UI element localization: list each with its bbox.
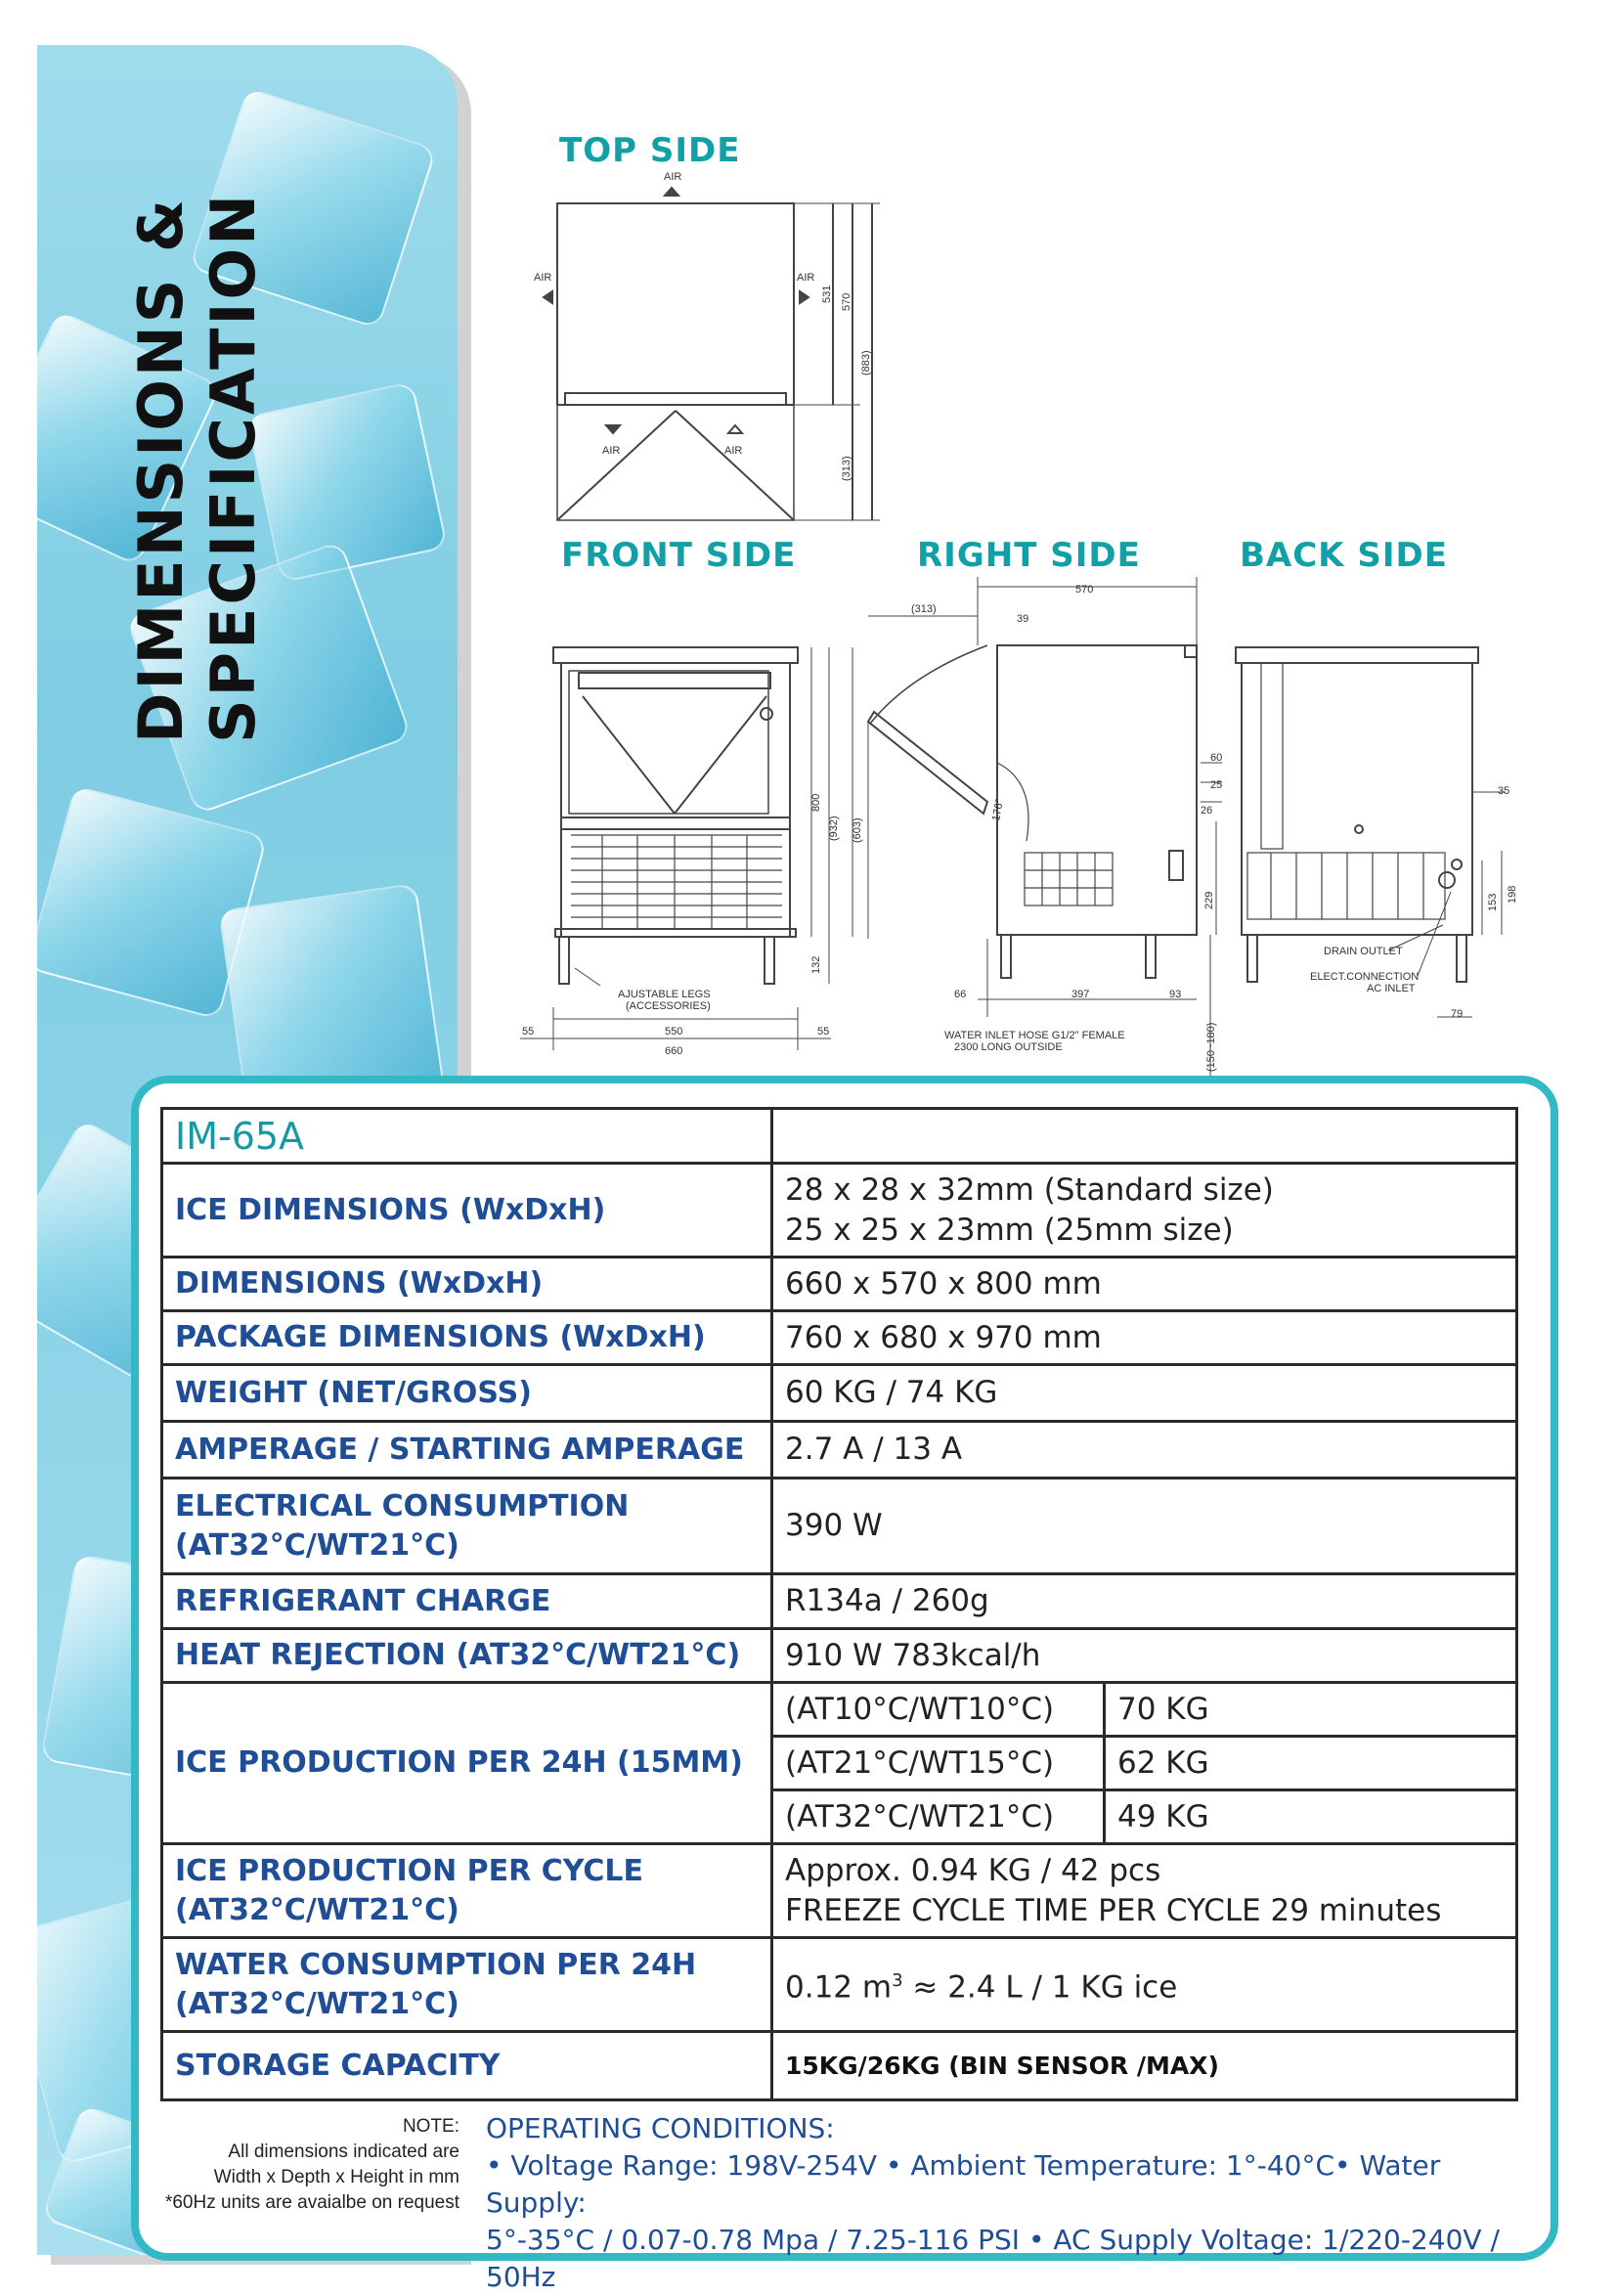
banner-title-line2: SPECIFICATION [197, 191, 269, 743]
dimension-label: 35 [1498, 785, 1510, 797]
production-value: 49 KG [1105, 1790, 1517, 1844]
dimension-label: 570 [1075, 584, 1094, 596]
spec-label [162, 1844, 772, 1938]
table-row [162, 1311, 1517, 1365]
spec-value: 760 x 680 x 970 mm [772, 1311, 1517, 1365]
dimension-label: 26 [1201, 805, 1213, 817]
dimension-label: 198 [1507, 885, 1518, 904]
condition-cell: (AT10°C/WT10°C) [772, 1683, 1105, 1737]
water-value-sup: 3 [892, 1970, 903, 1992]
spec-label-line: (AT32°C/WT21°C) [175, 1527, 459, 1563]
operating-heading: OPERATING CONDITIONS: [486, 2112, 835, 2144]
table-row [162, 1365, 1517, 1422]
dimension-label: 132 [810, 955, 822, 974]
dimension-label: 93 [1169, 989, 1182, 1000]
air-label: AIR [724, 445, 743, 457]
elect-connection-label: ELECT.CONNECTION [1310, 971, 1420, 983]
water-inlet-label: 2300 LONG OUTSIDE [954, 1041, 1063, 1053]
dimension-label: (313) [841, 456, 852, 481]
dimension-label: 397 [1071, 989, 1090, 1000]
dimension-label: 55 [817, 1026, 830, 1038]
spec-value: R134a / 260g [772, 1574, 1517, 1629]
banner-title-line1: DIMENSIONS & [125, 196, 197, 743]
table-row [162, 1422, 1517, 1479]
spec-label-line: ELECTRICAL CONSUMPTION [175, 1488, 630, 1523]
table-row [162, 1479, 1517, 1574]
note-block [147, 2114, 459, 2216]
table-row [162, 1574, 1517, 1629]
spec-label-line: WATER CONSUMPTION PER 24H [175, 1947, 697, 1982]
dimension-label: (883) [860, 350, 872, 375]
dimension-label: 55 [522, 1026, 535, 1038]
back-side-title: BACK SIDE [1240, 536, 1448, 575]
adjustable-legs-label: AJUSTABLE LEGS [618, 989, 711, 1000]
water-value-a: 0.12 m [785, 1969, 893, 2006]
spec-value: 910 W 783kcal/h [772, 1629, 1517, 1683]
table-row [162, 2032, 1517, 2100]
table-row [162, 1683, 1517, 1737]
dimension-label: (603) [852, 817, 863, 843]
dimension-label: 25 [1210, 779, 1223, 791]
dimension-label: 570 [841, 292, 852, 311]
dimension-label: 60 [1210, 752, 1223, 764]
spec-label: HEAT REJECTION (AT32°C/WT21°C) [162, 1629, 772, 1683]
spec-value-line: FREEZE CYCLE TIME PER CYCLE 29 minutes [785, 1892, 1442, 1928]
spec-label-line: ICE PRODUCTION PER CYCLE [175, 1853, 643, 1888]
right-side-drawing [868, 577, 1222, 1076]
spec-value: 60 KG / 74 KG [772, 1365, 1517, 1422]
spec-value: 660 x 570 x 800 mm [772, 1258, 1517, 1311]
dimension-label: 229 [1203, 891, 1215, 909]
spec-label [162, 1938, 772, 2032]
accessories-label: (ACCESSORIES) [626, 1000, 711, 1012]
spec-label: WEIGHT (NET/GROSS) [162, 1365, 772, 1422]
spec-value [772, 1938, 1517, 2032]
air-label: AIR [664, 171, 682, 183]
water-inlet-label: WATER INLET HOSE G1/2" FEMALE [944, 1030, 1125, 1041]
spec-label: PACKAGE DIMENSIONS (WxDxH) [162, 1311, 772, 1365]
table-row [162, 1258, 1517, 1311]
spec-label: ICE DIMENSIONS (WxDxH) [162, 1164, 772, 1258]
spec-value: 2.7 A / 13 A [772, 1422, 1517, 1479]
ac-inlet-label: AC INLET [1367, 983, 1416, 994]
operating-line: • Voltage Range: 198V-254V • Ambient Temperature: 1°-40°C• Water Supply: [486, 2149, 1441, 2219]
technical-drawings [0, 0, 1617, 1076]
dimension-label: 800 [810, 793, 822, 812]
condition-cell: (AT32°C/WT21°C) [772, 1790, 1105, 1844]
spec-label: ICE PRODUCTION PER 24H (15MM) [162, 1683, 772, 1844]
table-row [162, 1844, 1517, 1938]
note-line: All dimensions indicated are [228, 2141, 459, 2162]
table-row [162, 1629, 1517, 1683]
table-row [162, 1164, 1517, 1258]
note-heading: NOTE: [402, 2116, 459, 2137]
air-label: AIR [602, 445, 621, 457]
dimension-label: 531 [821, 285, 833, 303]
table-row [162, 1938, 1517, 2032]
dimension-label: (932) [828, 816, 840, 841]
water-value-b: ≈ 2.4 L / 1 KG ice [902, 1969, 1178, 2006]
back-side-drawing [1236, 647, 1506, 1017]
spec-label: DIMENSIONS (WxDxH) [162, 1258, 772, 1311]
dimension-label: 39 [1017, 613, 1029, 625]
dimension-label: 79 [1451, 1008, 1464, 1020]
note-line: *60Hz units are avaialbe on request [164, 2192, 459, 2213]
spec-label: REFRIGERANT CHARGE [162, 1574, 772, 1629]
spec-label-line: (AT32°C/WT21°C) [175, 1986, 459, 2021]
spec-value [772, 1164, 1517, 1258]
spec-label: AMPERAGE / STARTING AMPERAGE [162, 1422, 772, 1479]
production-value: 62 KG [1105, 1737, 1517, 1790]
air-label: AIR [797, 272, 815, 284]
spec-value-line: 28 x 28 x 32mm (Standard size) [785, 1171, 1274, 1208]
model-value-empty [772, 1109, 1517, 1164]
top-side-drawing [544, 188, 880, 520]
air-label: AIR [534, 272, 552, 284]
front-side-title: FRONT SIDE [561, 536, 797, 575]
top-side-title: TOP SIDE [559, 131, 741, 170]
dimension-label: (313) [911, 603, 937, 615]
note-line: Width x Depth x Height in mm [213, 2167, 459, 2187]
spec-value-line: Approx. 0.94 KG / 42 pcs [785, 1852, 1161, 1888]
operating-conditions [486, 2110, 1532, 2296]
operating-line: 5°-35°C / 0.07-0.78 Mpa / 7.25-116 PSI • AC Supply Voltage: 1/220-240V / 50Hz [486, 2224, 1500, 2293]
table-row [162, 1109, 1517, 1164]
spec-table [160, 1107, 1518, 2101]
dimension-label: 660 [665, 1045, 683, 1057]
dimension-label: (150~180) [1205, 1022, 1217, 1072]
dimension-label: 550 [665, 1026, 683, 1038]
drain-outlet-label: DRAIN OUTLET [1324, 946, 1403, 957]
model-name: IM-65A [162, 1109, 772, 1164]
spec-value: 15KG/26KG (BIN SENSOR /MAX) [772, 2032, 1517, 2100]
dimension-label: 153 [1487, 893, 1499, 911]
dimension-label: 66 [954, 989, 967, 1000]
spec-value-line: 25 x 25 x 23mm (25mm size) [785, 1212, 1234, 1248]
angle-label: 176° [990, 798, 1006, 822]
spec-value [772, 1844, 1517, 1938]
spec-label [162, 1479, 772, 1574]
spec-label: STORAGE CAPACITY [162, 2032, 772, 2100]
spec-label-line: (AT32°C/WT21°C) [175, 1892, 459, 1927]
right-side-title: RIGHT SIDE [917, 536, 1141, 575]
condition-cell: (AT21°C/WT15°C) [772, 1737, 1105, 1790]
production-value: 70 KG [1105, 1683, 1517, 1737]
spec-value: 390 W [772, 1479, 1517, 1574]
